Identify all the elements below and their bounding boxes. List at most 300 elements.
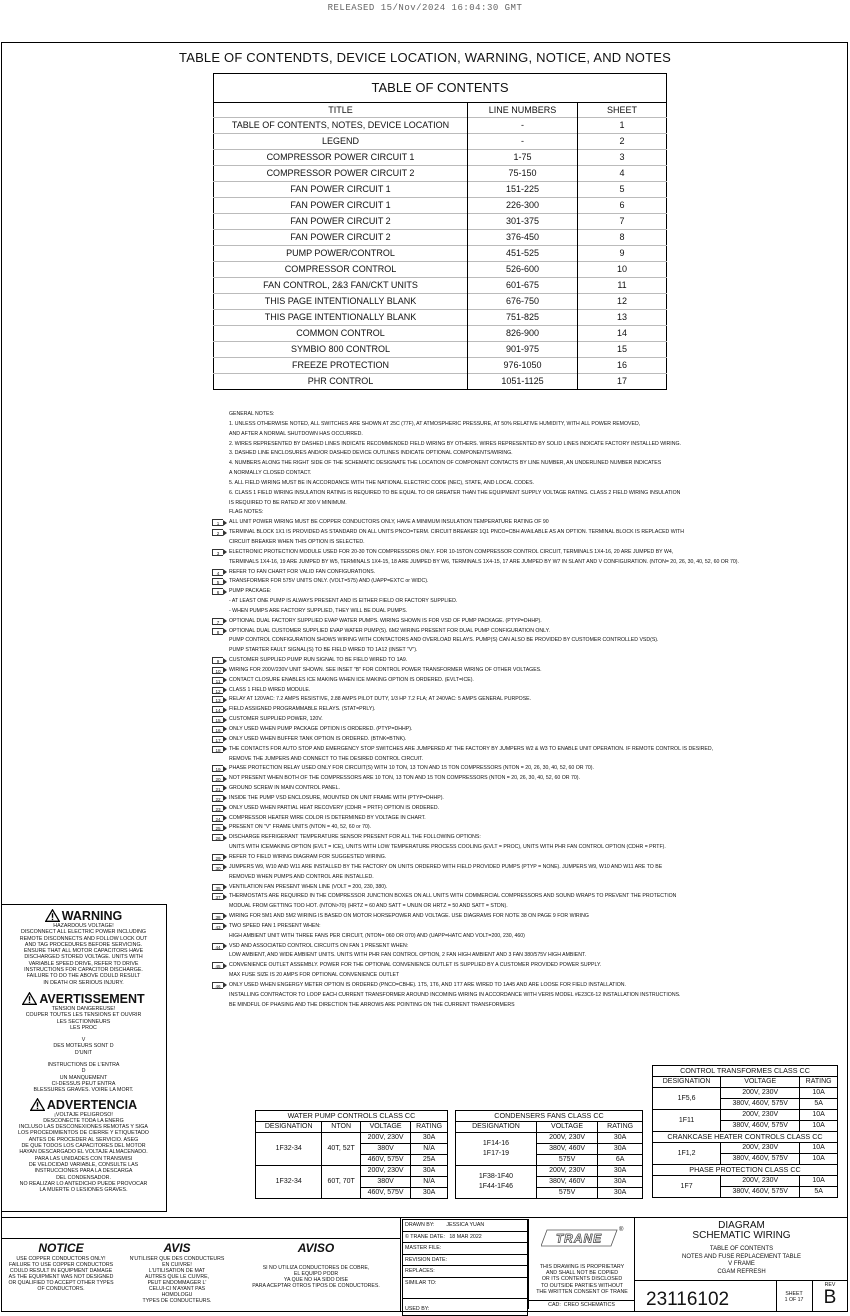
divider — [634, 1280, 848, 1281]
ct-col-designation: DESIGNATION — [653, 1077, 721, 1088]
note-line — [215, 833, 734, 843]
note-line — [215, 705, 734, 715]
toc-lines-cell: 901-975 — [468, 342, 578, 358]
description-line: NOTES AND FUSE REPLACEMENT TABLE — [681, 1253, 802, 1260]
toc-col-title: TITLE — [214, 103, 468, 118]
note-line — [229, 843, 734, 853]
trane-logo-text: TRANE — [555, 1231, 603, 1246]
note-text: 6. CLASS 1 FIELD WIRING INSULATION RATING IS REQUIRED TO BE EQUAL TO OR GREATER THAN THE EQUIPMENT SUPPLY VOLTAGE RATING. CLASS 2 FIELD WIRING INSULATION — [229, 489, 681, 496]
warning-line: FAILURE TO DO THE ABOVE COULD RESULT — [26, 973, 141, 980]
cf-designation-line: 1F44-1F46 — [478, 1183, 514, 1190]
advertencia-line: LA MUERTE O LESIONES GRAVES. — [39, 1187, 128, 1194]
copyright-icon: © — [405, 1233, 409, 1240]
note-text: INSTALLING CONTRACTOR TO LOOP EACH CURRENT TRANSFORMER AROUND INCOMING WIRING IN ACCORDANCE WITH VERIS MODEL #E23C6-12 INSTALLATION INSTRUCTIONS. — [229, 991, 681, 998]
note-line — [216, 627, 734, 637]
note-text: PRESENT ON "V" FRAME UNITS (NTON = 40, 52, 60 or 70). — [229, 824, 372, 831]
notes-block — [215, 410, 739, 1010]
note-line — [229, 449, 734, 459]
toc-title-cell: COMPRESSOR POWER CIRCUIT 2 — [214, 166, 468, 182]
note-line — [229, 499, 734, 509]
wp-designation: 1F32-34 — [256, 1133, 322, 1166]
note-text: - WHEN PUMPS ARE FACTORY SUPPLIED, THEY WILL BE DUAL PUMPS. — [229, 607, 408, 614]
note-text: VENTILATION FAN PRESENT WHEN LINE (VOLT = 200, 230, 380). — [229, 883, 388, 890]
condenser-fans-title: CONDENSERS FANS CLASS CC — [456, 1111, 643, 1122]
wp-voltage: 380V — [360, 1177, 410, 1188]
note-text: MAX FUSE SIZE IS 20 AMPS FOR OPTIONAL CONVENIENCE OUTLET — [229, 972, 400, 979]
note-line — [215, 725, 734, 735]
notice-text — [4, 1256, 118, 1292]
note-line — [229, 1001, 734, 1011]
divider — [1, 1238, 400, 1239]
master-file-cell: MASTER FILE: — [403, 1243, 528, 1255]
rev-cell — [813, 1282, 847, 1308]
note-line — [216, 587, 734, 597]
note-line — [229, 459, 734, 469]
wp-nton: 40T, 52T — [322, 1133, 361, 1166]
note-text: ELECTRONIC PROTECTION MODULE USED FOR 20-30 TON COMPRESSORS ONLY. FOR 10-15TON COMPRESSOR CONTROL CIRCUIT, TERMINALS 1X4-16, 20 ARE JUMPED BY W4, — [229, 548, 674, 555]
note-text: REMOVED WHEN PUMPS AND CONTROL ARE INSTALLED. — [229, 873, 374, 880]
note-line — [216, 518, 734, 528]
ct-rating: 10A — [800, 1143, 838, 1154]
note-line — [229, 410, 734, 420]
note-text: BE MINDFUL OF PHASING AND THE DIRECTION THE ARROWS ARE POINTING ON THE CURRENT TRANSFORMERS — [229, 1001, 515, 1008]
notice-line: USE COPPER CONDUCTORS ONLY! — [16, 1256, 106, 1262]
wp-rating: 30A — [411, 1188, 448, 1199]
diagram-description — [635, 1246, 848, 1276]
toc-sheet-cell: 3 — [578, 150, 667, 166]
rev-value: B — [823, 1287, 837, 1308]
cf-designation-line: 1F38-1F40 — [478, 1173, 514, 1180]
note-text: - AT LEAST ONE PUMP IS ALWAYS PRESENT AND IS EITHER FIELD OR FACTORY SUPPLIED. — [229, 598, 458, 605]
advertencia-line: INCLUSO LAS DESCONEXIONES REMOTAS Y SIGA — [19, 1124, 148, 1131]
note-line — [229, 469, 734, 479]
note-line — [229, 479, 734, 489]
note-line — [215, 823, 734, 833]
ct-designation: 1F11 — [653, 1110, 721, 1132]
toc-row — [214, 198, 667, 214]
divider — [776, 1280, 777, 1312]
note-line — [229, 636, 734, 646]
note-text: DISCHARGE REFRIGERANT TEMPERATURE SENSOR PRESENT FOR ALL THE FOLLOWING OPTIONS: — [229, 834, 481, 841]
toc-lines-cell: 226-300 — [468, 198, 578, 214]
note-text: GENERAL NOTES: — [229, 411, 275, 417]
cf-rating: 30A — [598, 1144, 643, 1155]
water-pump-title: WATER PUMP CONTROLS CLASS CC — [256, 1111, 448, 1122]
note-line — [215, 676, 734, 686]
avertissement-line: INSTRUCTIONS DE L'ENTRA — [47, 1062, 120, 1069]
ct-rating: 10A — [800, 1121, 838, 1132]
toc-sheet-cell: 4 — [578, 166, 667, 182]
toc-row — [214, 118, 667, 134]
flag-note-icon: 5 — [212, 578, 223, 585]
avertissement-line: UN MANQUEMENT — [59, 1074, 108, 1081]
note-text: ONLY USED WHEN BUFFER TANK OPTION IS ORDERED. (BTNK=BTNK). — [229, 735, 407, 742]
note-text: JUMPERS W9, W10 AND W11 ARE INSTALLED BY THE FACTORY ON UNITS ORDERED WITH FIELD PROVIDED PUMPS (PTYP = NONE). JUMPERS W9, W10 AND W11 ARE TO BE — [229, 863, 663, 870]
toc-title-cell: PUMP POWER/CONTROL — [214, 246, 468, 262]
note-text: LOW AMBIENT, AND WIDE AMBIENT UNITS. UNITS WITH PHR FAN CONTROL OPTION, 2 FAN HIGH AMBIENT AND 3 FAN 380/575V HIGH AMBIENT. — [229, 952, 587, 959]
wp-rating: 30A — [411, 1166, 448, 1177]
proprietary-line: TO OUTSIDE PARTIES WITHOUT — [540, 1282, 624, 1289]
toc-title-cell: FAN CONTROL, 2&3 FAN/CKT UNITS — [214, 278, 468, 294]
toc-sheet-cell: 12 — [578, 294, 667, 310]
toc-lines-cell: 676-750 — [468, 294, 578, 310]
note-text: CONTACT CLOSURE ENABLES ICE MAKING WHEN ICE MAKING OPTION IS ORDERED. (EVLT=ICE). — [229, 676, 474, 683]
cf-designation-line: 1F14-16 — [482, 1140, 509, 1147]
note-line — [215, 745, 734, 755]
toc-table — [213, 73, 667, 390]
toc-title-cell: SYMBIO 800 CONTROL — [214, 342, 468, 358]
note-text: TERMINALS 1X4-16, 19 ARE JUMPED BY W5, TERMINALS 1X4-15, 18 ARE JUMPED BY W6, TERMINALS 1X4-15, 17 ARE JUMPED BY W7 IN SLANT AND V CONFIGURATION. (NTON= 20, 26, 30, 40, 52, 60 OR 70). — [229, 558, 739, 565]
advertencia-line: PARA LAS UNIDADES CON TRANSMISI — [34, 1155, 133, 1162]
flag-note-icon: 20 — [212, 775, 223, 782]
cf-designation-line: 1F17-19 — [482, 1150, 509, 1157]
advertencia-line: ¡VOLTAJE PELIGROSO! — [54, 1111, 113, 1118]
ct-title: CONTROL TRANSFORMES CLASS CC — [653, 1066, 838, 1077]
condenser-fans-table — [455, 1110, 643, 1199]
note-line — [215, 695, 734, 705]
aviso-title: AVISO — [297, 1241, 335, 1255]
flag-note-icon: 22 — [212, 795, 223, 802]
toc-sheet-cell: 10 — [578, 262, 667, 278]
note-text: THERMOSTATS ARE REQUIRED IN THE COMPRESSOR JUNCTION BOXES ON ALL UNITS WITH COMMERCIAL COMPRESSORS AND SOUND WRAPS TO PREVENT THE PROTECTION — [229, 893, 677, 900]
toc-lines-cell: 1051-1125 — [468, 374, 578, 390]
note-line — [215, 794, 734, 804]
warning-line: DISCONNECT ALL ELECTRIC POWER INCLUDING — [20, 929, 147, 936]
flag-note-icon: 17 — [212, 736, 223, 743]
toc-col-lines: LINE NUMBERS — [468, 103, 578, 118]
notice-line: FAILURE TO USE COPPER CONDUCTORS — [8, 1262, 114, 1268]
note-text: ALL UNIT POWER WIRING MUST BE COPPER CONDUCTORS ONLY, HAVE A MINIMUM INSULATION TEMPERATURE RATING OF 90 — [229, 519, 549, 526]
note-text: 1. UNLESS OTHERWISE NOTED, ALL SWITCHES ARE SHOWN AT 25C (77F), AT ATMOSPHERIC PRESSURE, AT 50% RELATIVE HUMIDITY, WITH ALL POWER REMOVED, — [229, 420, 641, 427]
avertissement-text — [1, 1006, 166, 1094]
note-text: A NORMALLY CLOSED CONTACT. — [229, 470, 312, 477]
note-line — [216, 568, 734, 578]
note-text: CUSTOMER SUPPLIED POWER, 120V. — [229, 716, 323, 723]
flag-note-icon: 14 — [212, 706, 223, 713]
wp-designation: 1F32-34 — [256, 1166, 322, 1199]
note-text: ONLY USED WHEN PARTIAL HEAT RECOVERY (CDHR = PRTF) OPTION IS ORDERED. — [229, 804, 440, 811]
revision-date-cell: REVISION DATE: — [403, 1254, 528, 1266]
cf-voltage: 380V, 460V — [536, 1177, 597, 1188]
toc-lines-cell: 376-450 — [468, 230, 578, 246]
wp-voltage: 380V — [360, 1144, 410, 1155]
flag-note-icon: 38 — [212, 913, 223, 920]
wp-nton: 60T, 70T — [322, 1166, 361, 1199]
ct-designation: 1F7 — [653, 1176, 721, 1198]
note-text: CLASS 1 FIELD WIRED MODULE. — [229, 686, 311, 693]
cf-voltage: 200V, 230V — [536, 1133, 597, 1144]
avis-line: PEUT ENDOMMAGER L' — [147, 1280, 207, 1286]
note-line — [229, 607, 734, 617]
note-text: TERMINAL BLOCK 1X1 IS PROVIDED AS STANDARD ON ALL UNITS PNCO=TERM. CIRCUIT BREAKER 1Q1 PNCO=CBH AVAILABLE AS AN OPTION. TERMINAL BLOCK IS REPLACED WITH — [229, 529, 684, 536]
wp-col-nton: NTON — [322, 1122, 361, 1133]
advertencia-line: DESCONECTE TODA LA ENERG — [43, 1117, 124, 1124]
note-text: CONVENIENCE OUTLET ASSEMBLY. POWER FOR THE OPTIONAL CONVENIENCE OUTLET IS SUPPLIED BY A CUSTOMER PROVIDED POWER SUPPLY. — [229, 962, 602, 969]
flag-note-icon: 7 — [212, 618, 223, 625]
warning-line: REMOTE DISCONNECTS AND FOLLOW LOCK OUT — [19, 935, 148, 942]
note-line — [215, 814, 734, 824]
toc-sheet-cell: 6 — [578, 198, 667, 214]
note-text: HIGH AMBIENT UNIT WITH THREE FANS PER CIRCUIT, (NTON= 060 OR 070) AND (UAPP=HATC AND VOLT=200, 230, 460) — [229, 932, 525, 939]
flag-note-icon: 46 — [212, 982, 223, 989]
ct-voltage: 200V, 230V — [721, 1110, 800, 1121]
cf-voltage: 380V, 460V — [536, 1144, 597, 1155]
warning-line: VARIABLE SPEED DRIVE, REFER TO DRIVE — [28, 960, 139, 967]
note-line — [229, 430, 734, 440]
ct-voltage: 380V, 460V, 575V — [721, 1154, 800, 1165]
flag-note-icon: 23 — [212, 805, 223, 812]
avertissement-line: D — [81, 1068, 86, 1075]
notice-block — [4, 1241, 118, 1292]
toc-row — [214, 326, 667, 342]
note-line — [229, 420, 734, 430]
cf-rating: 6A — [598, 1155, 643, 1166]
avertissement-line: V — [81, 1037, 86, 1044]
proprietary-line: THIS DRAWING IS PROPRIETARY — [539, 1264, 625, 1270]
toc-title-cell: FAN POWER CIRCUIT 2 — [214, 214, 468, 230]
warning-triangle-icon — [30, 1098, 45, 1111]
advertencia-line: DE QUE TODOS LOS CAPACITORES DEL MOTOR — [21, 1143, 146, 1150]
note-text: UNITS WITH ICEMAKING OPTION (EVLT = ICE), UNITS WITH LOW TEMPERATURE PROCESS COOLING (EVLT = PROC), UNITS WITH PHR FAN CONTROL OPTION (CDHR = PRTF). — [229, 844, 666, 851]
toc-lines-cell: 301-375 — [468, 214, 578, 230]
note-text: CUSTOMER SUPPLIED PUMP RUN SIGNAL TO BE FIELD WIRED TO 1A9. — [229, 657, 408, 664]
divider — [400, 1217, 401, 1312]
warning-line: INSTRUCTIONS FOR CAPACITOR DISCHARGE. — [24, 967, 143, 974]
avertissement-line: DES MOTEURS SONT D — [53, 1043, 114, 1050]
toc-title-cell: COMPRESSOR CONTROL — [214, 262, 468, 278]
flag-note-icon: 4 — [212, 569, 223, 576]
flag-note-icon: 12 — [212, 687, 223, 694]
aviso-text — [236, 1265, 396, 1289]
trane-date-value: 18 MAR 2022 — [449, 1233, 482, 1240]
description-line: TABLE OF CONTENTS — [709, 1246, 774, 1252]
drawn-by-label: DRAWN BY: — [405, 1222, 435, 1228]
note-text: FIELD ASSIGNED PROGRAMMABLE RELAYS. (STAT=PRLY). — [229, 706, 376, 713]
note-line — [215, 686, 734, 696]
cf-col-rating: RATING — [598, 1122, 643, 1133]
note-text: OPTIONAL DUAL CUSTOMER SUPPLIED EVAP WATER PUMP(S). 6M2 WIRING PRESENT FOR DUAL PUMP CONFIGURATION ONLY. — [229, 627, 550, 634]
toc-row — [214, 310, 667, 326]
note-text: REFER TO FIELD WIRING DIAGRAM FOR SUGGESTED WIRING. — [229, 853, 387, 860]
trane-date-cell — [403, 1231, 528, 1243]
toc-lines-cell: 751-825 — [468, 310, 578, 326]
cad-value: CREO SCHEMATICS — [563, 1302, 615, 1308]
ct-voltage: 200V, 230V — [721, 1176, 800, 1187]
note-text: REFER TO FAN CHART FOR VALID FAN CONFIGURATIONS. — [229, 568, 376, 575]
note-line — [215, 922, 734, 932]
note-text: MODUAL FROM GETTING TOO HOT. (NTON>70) (HRTZ = 60 AND SATT = UNUN OR HRTZ = 50 AND SATT = STDN). — [229, 903, 508, 910]
warning-triangle-icon — [22, 992, 37, 1005]
toc-row — [214, 182, 667, 198]
toc-sheet-cell: 16 — [578, 358, 667, 374]
note-line — [229, 558, 739, 568]
flag-note-icon: 6 — [212, 588, 223, 595]
cf-designation — [456, 1133, 537, 1166]
diagram-title-block — [635, 1219, 848, 1276]
flag-note-icon: 15 — [212, 716, 223, 723]
advertencia-heading — [1, 1098, 166, 1112]
wp-rating: 25A — [411, 1155, 448, 1166]
toc-title-cell: THIS PAGE INTENTIONALLY BLANK — [214, 294, 468, 310]
flag-note-icon: 44 — [212, 943, 223, 950]
note-line — [215, 764, 734, 774]
avis-line: TYPES DE CONDUCTEURS. — [142, 1298, 212, 1304]
toc-row — [214, 294, 667, 310]
cf-voltage: 575V — [536, 1155, 597, 1166]
flag-note-icon: 16 — [212, 726, 223, 733]
toc-title-cell: PHR CONTROL — [214, 374, 468, 390]
ct-col-rating: RATING — [800, 1077, 838, 1088]
avis-line: HOMOLOGU — [161, 1292, 193, 1298]
cf-voltage: 200V, 230V — [536, 1166, 597, 1177]
phase-protection-title: PHASE PROTECTION CLASS CC — [653, 1165, 838, 1176]
note-text: 2. WIRES REPRESENTED BY DASHED LINES INDICATE RECOMMENDED FIELD WIRING BY OTHERS. WIRES REPRESENTED BY SOLID LINES INDICATE FACTORY INSTALLED WIRING. — [229, 440, 681, 447]
wp-voltage: 460V, 575V — [360, 1188, 410, 1199]
sheet-value: 1 OF 17 — [784, 1297, 804, 1303]
wp-col-voltage: VOLTAGE — [360, 1122, 410, 1133]
trane-date-label: TRANE DATE: — [410, 1233, 445, 1240]
flag-note-icon: 30 — [212, 864, 223, 871]
ct-voltage: 200V, 230V — [721, 1143, 800, 1154]
drawing-info-table — [402, 1219, 528, 1316]
note-text: REMOVE THE JUMPERS AND CONNECT TO THE DESIRED CONTROL CIRCUIT. — [229, 755, 424, 762]
registered-icon: ® — [619, 1227, 624, 1233]
toc-row — [214, 166, 667, 182]
flag-note-icon: 21 — [212, 785, 223, 792]
drawn-by-value: JESSICA YUAN — [446, 1222, 485, 1228]
sheet-label: SHEET — [785, 1291, 803, 1297]
flag-note-icon: 11 — [212, 677, 223, 684]
trane-logo — [541, 1227, 624, 1249]
toc-sheet-cell: 15 — [578, 342, 667, 358]
sheet-cell — [778, 1291, 810, 1303]
ct-designation: 1F5,6 — [653, 1088, 721, 1110]
note-line — [229, 971, 734, 981]
cf-designation — [456, 1166, 537, 1199]
toc-row — [214, 278, 667, 294]
advertencia-line: DEL CONDENSADOR. — [56, 1174, 111, 1181]
wp-rating: N/A — [411, 1144, 448, 1155]
advertencia-line: DE VELOCIDAD VARIABLE, CONSULTE LAS — [28, 1161, 139, 1168]
note-text: PUMP STARTER FAULT SIGNAL(S) TO BE FIELD WIRED TO 1A12 (INSET "V"). — [229, 647, 418, 654]
note-text: ONLY USED WHEN ENGERGY METER OPTION IS ORDERED (PNCO=CBHE). 1T5, 1T6, AND 1T7 ARE WIRED TO 1A45 AND ARE LOOSE FOR FIELD INSTALLATION. — [229, 981, 626, 988]
avis-line: L'UTILISATION DE MAT — [148, 1268, 206, 1274]
note-text: TRANSFORMER FOR 575V UNITS ONLY. (VOLT=575) AND (UAPP=EXTC or WIDC). — [229, 578, 429, 585]
flag-note-icon: 18 — [212, 746, 223, 753]
proprietary-line: AND SHALL NOT BE COPIED — [545, 1270, 619, 1277]
note-line — [215, 863, 734, 873]
note-line — [215, 774, 734, 784]
note-text: WIRING FOR 200V/230V UNIT SHOWN. SEE INSET "B" FOR CONTROL POWER TRANSFORMER WIRING OF OTHER VOLTAGES. — [229, 666, 542, 673]
toc-row — [214, 134, 667, 150]
replaces-cell: REPLACES: — [403, 1266, 528, 1278]
flag-note-icon: 43 — [212, 923, 223, 930]
note-line — [229, 489, 734, 499]
toc-lines-cell: 451-525 — [468, 246, 578, 262]
note-line — [229, 646, 734, 656]
toc-heading: TABLE OF CONTENTS — [214, 74, 667, 103]
proprietary-line: THE WRITTEN CONSENT OF TRANE — [536, 1288, 628, 1295]
cf-rating: 30A — [598, 1177, 643, 1188]
diagram-subtitle: SCHEMATIC WIRING — [692, 1230, 791, 1241]
notice-line: AS THE EQUIPMENT WAS NOT DESIGNED — [8, 1274, 114, 1280]
note-text: TWO SPEED FAN 1 PRESENT WHEN: — [229, 922, 321, 929]
note-line — [229, 991, 734, 1001]
ct-col-voltage: VOLTAGE — [721, 1077, 800, 1088]
note-text: RELAY AT 120VAC: 7.2 AMPS RESISTIVE, 2.88 AMPS PILOT DUTY, 1/3 HP 7.2 FLA; AT 240VAC: 5 AMPS GENERAL PURPOSE. — [229, 696, 532, 703]
toc-sheet-cell: 13 — [578, 310, 667, 326]
proprietary-notice — [529, 1264, 635, 1295]
cad-cell — [528, 1300, 635, 1310]
ct-rating: 10A — [800, 1088, 838, 1099]
note-line — [229, 538, 734, 548]
toc-title-cell: FAN POWER CIRCUIT 1 — [214, 198, 468, 214]
aviso-line: EL EQUIPO PODR — [293, 1271, 339, 1277]
note-line — [229, 873, 734, 883]
toc-title-cell: FAN POWER CIRCUIT 2 — [214, 230, 468, 246]
flag-note-icon: 9 — [212, 657, 223, 664]
note-line — [215, 942, 734, 952]
note-line — [215, 961, 734, 971]
release-stamp: RELEASED 15/Nov/2024 16:04:30 GMT — [327, 3, 523, 13]
toc-title-cell: FAN POWER CIRCUIT 1 — [214, 182, 468, 198]
warning-line: ENSURE THAT ALL MOTOR CAPACITORS HAVE — [23, 948, 144, 955]
similar-to-cell: SIMILAR TO: — [403, 1277, 528, 1298]
toc-row — [214, 230, 667, 246]
wp-rating: 30A — [411, 1133, 448, 1144]
toc-title-cell: COMPRESSOR POWER CIRCUIT 1 — [214, 150, 468, 166]
toc-lines-cell: 75-150 — [468, 166, 578, 182]
note-line — [215, 892, 734, 902]
flag-note-icon: 13 — [212, 696, 223, 703]
toc-sheet-cell: 14 — [578, 326, 667, 342]
aviso-line: SI NO UTILIZA CONDUCTORES DE COBRE, — [262, 1265, 370, 1271]
drawing-number: 23116102 — [646, 1289, 730, 1310]
notice-line: OR QUALIFIED TO ACCEPT OTHER TYPES — [8, 1280, 114, 1286]
toc-sheet-cell: 5 — [578, 182, 667, 198]
note-text: WIRING FOR 5M1 AND 5M2 WIRING IS BASED ON MOTOR HORSEPOWER AND VOLTAGE. USE DIAGRAMS FOR NOTE 38 ON PAGE 9 FOR WIRING — [229, 913, 589, 920]
aviso-block — [236, 1241, 396, 1289]
warning-triangle-icon — [45, 909, 60, 922]
cf-rating: 30A — [598, 1188, 643, 1199]
toc-title-cell: LEGEND — [214, 134, 468, 150]
flag-note-icon: 3 — [212, 549, 223, 556]
cf-col-voltage: VOLTAGE — [536, 1122, 597, 1133]
note-line — [215, 666, 734, 676]
advertencia-text — [1, 1112, 166, 1194]
diagram-title: DIAGRAM — [718, 1220, 765, 1231]
toc-sheet-cell: 11 — [578, 278, 667, 294]
flag-note-icon: 35 — [212, 884, 223, 891]
note-line — [215, 883, 734, 893]
flag-note-icon: 24 — [212, 815, 223, 822]
note-line — [229, 508, 734, 518]
avertissement-heading — [1, 992, 166, 1006]
avis-line: CELUI-CI N'AYANT PAS — [148, 1286, 206, 1292]
description-line: V FRAME — [728, 1261, 755, 1267]
note-line — [216, 577, 734, 587]
avertissement-line: D'UNIT — [74, 1049, 93, 1056]
flag-note-icon: 19 — [212, 765, 223, 772]
avis-line: EN CUIVRE! — [162, 1262, 192, 1268]
wp-voltage: 200V, 230V — [360, 1133, 410, 1144]
used-by-cell: USED BY: — [403, 1298, 528, 1315]
note-text: PUMP PACKAGE: — [229, 588, 272, 595]
proprietary-line: OR ITS CONTENTS DISCLOSED — [541, 1276, 623, 1283]
toc-row — [214, 342, 667, 358]
description-line: CGAM REFRESH — [717, 1268, 766, 1275]
toc-row — [214, 246, 667, 262]
